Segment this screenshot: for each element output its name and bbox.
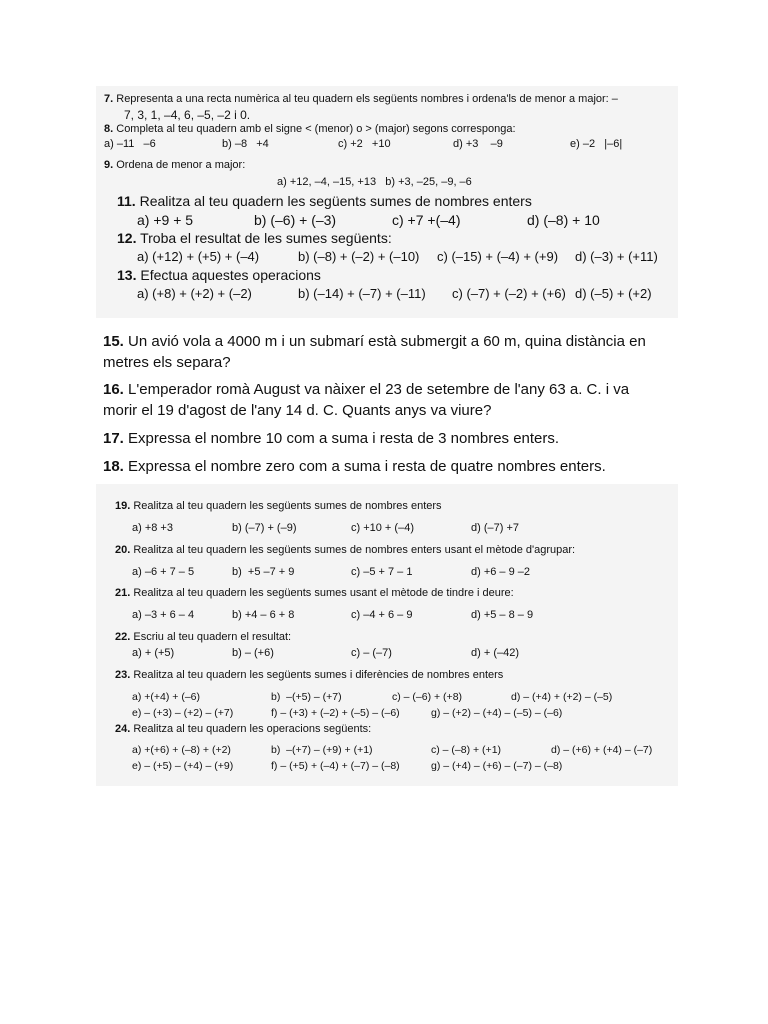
exercise-15: 15. Un avió vola a 4000 m i un submarí està submergit a 60 m, quina distància en [103,333,646,350]
exercise-13-item: d) (–5) + (+2) [575,286,652,301]
exercise-12-item: c) (–15) + (–4) + (+9) [437,249,559,264]
exercise-20-item: b) +5 –7 + 9 [232,566,295,578]
exercise-15-cont: metres els separa? [103,354,231,371]
exercise-9-items: a) +12, –4, –15, +13 b) +3, –25, –9, –6 [277,176,472,188]
exercise-24-item: a) +(+6) + (–8) + (+2) [132,744,231,756]
exercise-21: 21. Realitza al teu quadern les següents sumes usant el mètode de tindre i deure: [115,587,514,599]
exercise-23-item: a) +(+4) + (–6) [132,691,200,703]
exercise-16: 16. L'emperador romà August va nàixer el 23 de setembre de l'any 63 a. C. i va [103,381,630,398]
exercise-12-item: b) (–8) + (–2) + (–10) [298,249,420,264]
exercise-24-item: d) – (+6) + (+4) – (–7) [551,744,653,756]
exercise-20-item: a) –6 + 7 – 5 [132,566,195,578]
exercise-8-item: b) –8 +4 [222,138,269,150]
exercise-24-item: e) – (+5) – (+4) – (+9) [132,760,234,772]
exercise-21-item: a) –3 + 6 – 4 [132,609,195,621]
exercise-23-item: e) – (+3) – (+2) – (+7) [132,707,234,719]
exercise-13-item: a) (+8) + (+2) + (–2) [137,286,252,301]
exercise-23-item: c) – (–6) + (+8) [392,691,463,703]
exercise-23-item: b) –(+5) – (+7) [271,691,342,703]
exercise-11-item: d) (–8) + 10 [527,212,600,228]
exercise-12-item: a) (+12) + (+5) + (–4) [137,249,260,264]
exercise-24: 24. Realitza al teu quadern les operacions següents: [115,723,372,735]
exercise-22-item: b) – (+6) [232,647,274,659]
exercise-22-item: a) + (+5) [132,647,175,659]
exercise-18: 18. Expressa el nombre zero com a suma i resta de quatre nombres enters. [103,458,606,475]
exercise-19-item: c) +10 + (–4) [351,522,414,534]
exercise-20: 20. Realitza al teu quadern les següents sumes de nombres enters usant el mètode d'agrupar: [115,544,576,556]
exercise-11: 11. Realitza al teu quadern les següents sumes de nombres enters [117,193,532,209]
exercise-11-item: c) +7 +(–4) [392,212,461,228]
exercise-24-item: f) – (+5) + (–4) + (–7) – (–8) [271,760,400,772]
exercise-23-item: f) – (+3) + (–2) + (–5) – (–6) [271,707,400,719]
exercise-22-item: d) + (–42) [471,647,519,659]
exercise-20-item: c) –5 + 7 – 1 [351,566,413,578]
exercise-21-item: b) +4 – 6 + 8 [232,609,295,621]
exercise-12-item: d) (–3) + (+11) [575,249,658,264]
exercise-20-item: d) +6 – 9 –2 [471,566,531,578]
exercise-19-item: b) (–7) + (–9) [232,522,297,534]
exercise-8-item: d) +3 –9 [453,138,503,150]
exercise-19-item: a) +8 +3 [132,522,173,534]
exercise-13-item: b) (–14) + (–7) + (–11) [298,286,426,301]
exercise-8: 8. Completa al teu quadern amb el signe < (menor) o > (major) segons corresponga: [104,123,516,135]
exercise-19-item: d) (–7) +7 [471,522,519,534]
exercise-21-item: d) +5 – 8 – 9 [471,609,534,621]
exercise-8-item: e) –2 |–6| [570,138,623,150]
exercise-9: 9. Ordena de menor a major: [104,159,246,171]
exercise-8-item: c) +2 +10 [338,138,391,150]
exercise-12: 12. Troba el resultat de les sumes següents: [117,230,392,246]
exercise-13: 13. Efectua aquestes operacions [117,267,321,283]
exercise-16-cont: morir el 19 d'agost de l'any 14 d. C. Quants anys va viure? [103,402,492,419]
exercise-19: 19. Realitza al teu quadern les següents sumes de nombres enters [115,500,442,512]
exercise-24-item: g) – (+4) – (+6) – (–7) – (–8) [431,760,563,772]
exercise-24-item: c) – (–8) + (+1) [431,744,502,756]
exercise-23-item: d) – (+4) + (+2) – (–5) [511,691,613,703]
exercise-23: 23. Realitza al teu quadern les següents sumes i diferències de nombres enters [115,669,504,681]
exercise-24-item: b) –(+7) – (+9) + (+1) [271,744,373,756]
exercise-8-item: a) –11 –6 [104,138,156,150]
exercise-13-item: c) (–7) + (–2) + (+6) [452,286,566,301]
exercise-17: 17. Expressa el nombre 10 com a suma i resta de 3 nombres enters. [103,430,560,447]
exercise-11-item: b) (–6) + (–3) [254,212,337,228]
exercise-23-item: g) – (+2) – (+4) – (–5) – (–6) [431,707,563,719]
exercise-22-item: c) – (–7) [351,647,392,659]
exercise-21-item: c) –4 + 6 – 9 [351,609,413,621]
exercise-11-item: a) +9 + 5 [137,212,194,228]
exercise-7-values: 7, 3, 1, –4, 6, –5, –2 i 0. [124,108,251,122]
exercise-7: 7. Representa a una recta numèrica al teu quadern els següents nombres i ordena'ls de menor a major: – [104,93,618,105]
exercise-22: 22. Escriu al teu quadern el resultat: [115,631,292,643]
